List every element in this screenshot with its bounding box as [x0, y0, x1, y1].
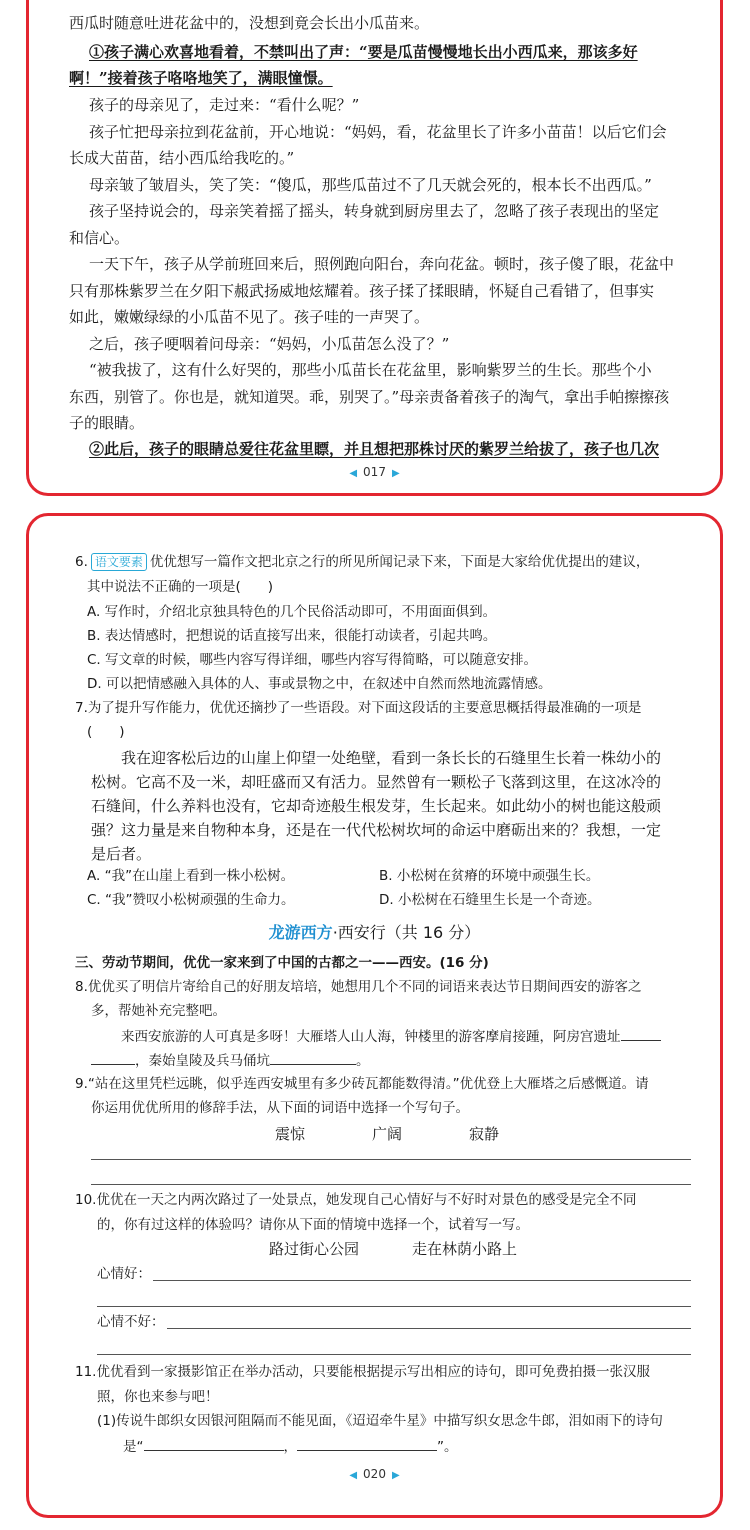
story-line: 一天下午，孩子从学前班回来后，照例跑向阳台，奔向花盆。顿时，孩子傻了眼，花盆中 [89, 255, 675, 273]
q9-stem-line2: 你运用优优所用的修辞手法，从下面的词语中选择一个写句子。 [91, 1100, 469, 1116]
q9-word-1: 震惊 [275, 1125, 306, 1143]
part3-heading: 三、劳动节期间，优优一家来到了中国的古都之一——西安。(16 分) [75, 955, 489, 971]
q11-stem-line1: 11.优优看到一家摄影馆正在举办活动，只要能根据提示写出相应的诗句，即可免费拍摄一张汉服 [75, 1364, 650, 1380]
q9-answer-line-2[interactable] [91, 1184, 691, 1185]
prev-page-icon[interactable]: ◀ [349, 1470, 358, 1481]
q7-passage-line: 石缝间，什么养料也没有，它却奇迹般生根发芽，生长起来。如此幼小的树也能这般顽 [91, 797, 662, 815]
q6-option-b: B. 表达情感时，把想说的话直接写出来，很能打动读者，引起共鸣。 [87, 628, 497, 644]
next-page-icon[interactable]: ▶ [391, 468, 400, 479]
q6-option-a: A. 写作时，介绍北京独具特色的几个民俗活动即可，不用面面俱到。 [87, 604, 497, 620]
story-line: 孩子坚持说会的，母亲笑着摇了摇头，转身就到厨房里去了，忽略了孩子表现出的坚定 [89, 202, 660, 220]
q6-stem-line1: 6. 语文要素 优优想写一篇作文把北京之行的所见所闻记录下来，下面是大家给优优提出的建议， [75, 554, 650, 570]
q11-blank-1[interactable] [144, 1436, 284, 1451]
story-line: 如此，嫩嫩绿绿的小瓜苗不见了。孩子哇的一声哭了。 [69, 308, 430, 326]
q10-stem-line2: 的，你有过这样的体验吗？请你从下面的情境中选择一个，试着写一写。 [97, 1217, 529, 1233]
q7-option-d: D. 小松树在石缝里生长是一个奇迹。 [379, 892, 601, 908]
q7-passage-line: 松树。它高不及一米，却旺盛而又有活力。显然曾有一颗松子飞落到这里，在这冰冷的 [91, 773, 662, 791]
q10-bad-label: 心情不好： [97, 1314, 165, 1330]
q7-option-c: C. “我”赞叹小松树顽强的生命力。 [87, 892, 295, 908]
q11-sub1-line1: (1)传说牛郎织女因银河阻隔而不能见面，《迢迢牵牛星》中描写织女思念牛郎，泪如雨下的诗句 [97, 1413, 663, 1429]
q7-option-b: B. 小松树在贫瘠的环境中顽强生长。 [379, 868, 600, 884]
q10-good-line-1[interactable] [153, 1280, 691, 1281]
story-line: “被我拔了，这有什么好哭的，那些小瓜苗长在花盆里，影响紫罗兰的生长。那些个小 [89, 361, 652, 379]
q11-stem-line2: 照，你也来参与吧！ [97, 1389, 219, 1405]
q8-blank-1[interactable] [621, 1026, 661, 1041]
story-line: 之后，孩子哽咽着问母亲：“妈妈，小瓜苗怎么没了？” [89, 335, 450, 353]
q8-blank-1-cont[interactable] [91, 1050, 135, 1065]
story-line: ①孩子满心欢喜地看着，不禁叫出了声：“要是瓜苗慢慢地长出小西瓜来，那该多好 [89, 43, 638, 61]
page-017-panel [26, 0, 723, 496]
story-line: 和信心。 [69, 229, 130, 247]
q7-passage-line: 我在迎客松后边的山崖上仰望一处绝壁，看到一条长长的石缝里生长着一株幼小的 [121, 749, 662, 767]
story-line: 子的眼睛。 [69, 414, 145, 432]
q6-option-c: C. 写文章的时候，哪些内容写得详细，哪些内容写得简略，可以随意安排。 [87, 652, 538, 668]
q9-stem-line1: 9.“站在这里凭栏远眺，似乎连西安城里有多少砖瓦都能数得清。”优优登上大雁塔之后感慨道。请 [75, 1076, 649, 1092]
q6-option-d: D. 可以把情感融入具体的人、事或景物之中，在叙述中自然而然地流露情感。 [87, 676, 552, 692]
q11-sub1-line2: 是“ ， ”。 [123, 1436, 458, 1457]
story-line: ②此后，孩子的眼睛总爱往花盆里瞟，并且想把那株讨厌的紫罗兰给拔了，孩子也几次 [89, 440, 660, 458]
story-line: 东西，别管了。你也是，就知道哭。乖，别哭了。”母亲责备着孩子的淘气，拿出手帕擦擦孩 [69, 388, 670, 406]
q10-situation-2: 走在林荫小路上 [412, 1240, 518, 1258]
story-line: 母亲皱了皱眉头，笑了笑：“傻瓜，那些瓜苗过不了几天就会死的，根本长不出西瓜。” [89, 176, 652, 194]
q8-sentence-line1: 来西安旅游的人可真是多呀！大雁塔人山人海，钟楼里的游客摩肩接踵，阿房宫遗址 [121, 1026, 661, 1047]
q9-word-2: 广阔 [372, 1125, 403, 1143]
q6-stem-line2: 其中说法不正确的一项是( ) [87, 579, 274, 595]
q9-word-3: 寂静 [469, 1125, 500, 1143]
q10-good-label: 心情好： [97, 1266, 151, 1282]
story-line: 长成大苗苗，结小西瓜给我吃的。” [69, 149, 295, 167]
q10-bad-line-2[interactable] [97, 1354, 691, 1355]
story-line: 孩子的母亲见了，走过来：“看什么呢？” [89, 96, 360, 114]
page-number-017: ◀ 017 ▶ [349, 465, 400, 479]
page-number-020: ◀ 020 ▶ [349, 1467, 400, 1481]
q10-situation-1: 路过街心公园 [269, 1240, 360, 1258]
q8-blank-2[interactable] [270, 1050, 356, 1065]
page-020-panel [26, 513, 723, 1518]
q10-good-line-2[interactable] [97, 1306, 691, 1307]
story-line: 西瓜时随意吐进花盆中的，没想到竟会长出小瓜苗来。 [69, 14, 430, 32]
story-line: 孩子忙把母亲拉到花盆前，开心地说：“妈妈，看，花盆里长了许多小苗苗！以后它们会 [89, 123, 667, 141]
q8-stem-line2: 多，帮她补充完整吧。 [91, 1003, 226, 1019]
q7-stem-line1: 7.为了提升写作能力，优优还摘抄了一些语段。对下面这段话的主要意思概括得最准确的一项是 [75, 700, 642, 716]
story-line: 啊！”接着孩子咯咯地笑了，满眼憧憬。 [69, 69, 333, 87]
q10-stem-line1: 10.优优在一天之内两次路过了一处景点，她发现自己心情好与不好时对景色的感受是完全不同 [75, 1192, 637, 1208]
q7-stem-line2: ( ) [87, 724, 125, 740]
q7-option-a: A. “我”在山崖上看到一株小松树。 [87, 868, 295, 884]
story-line: 只有那株紫罗兰在夕阳下赧武扬威地炫耀着。孩子揉了揉眼睛，怀疑自己看错了，但事实 [69, 282, 655, 300]
q7-passage-line: 是后者。 [91, 845, 152, 863]
next-page-icon[interactable]: ▶ [391, 1470, 400, 1481]
q8-stem-line1: 8.优优买了明信片寄给自己的好朋友培培，她想用几个不同的词语来表达节日期间西安的游客之 [75, 979, 642, 995]
yuwen-yaosu-tag: 语文要素 [91, 553, 147, 571]
q9-answer-line-1[interactable] [91, 1159, 691, 1160]
q11-blank-2[interactable] [297, 1436, 437, 1451]
section-title: 龙游西方·西安行（共 16 分） [268, 923, 481, 942]
q7-passage-line: 强？这力量是来自物种本身，还是在一代代松树坎坷的命运中磨砺出来的？我想，一定 [91, 821, 662, 839]
prev-page-icon[interactable]: ◀ [349, 468, 358, 479]
q10-bad-line-1[interactable] [167, 1328, 691, 1329]
q8-sentence-line2: ，秦始皇陵及兵马俑坑 。 [91, 1050, 370, 1071]
